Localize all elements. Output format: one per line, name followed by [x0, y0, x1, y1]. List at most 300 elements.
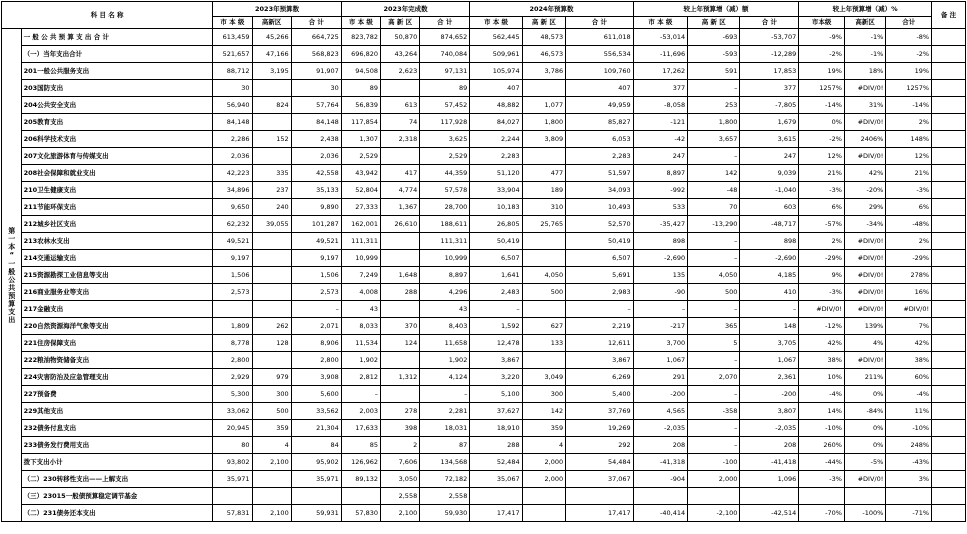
table-cell: 59,931: [291, 505, 341, 522]
table-cell: 1,648: [381, 267, 420, 284]
table-cell: 139%: [844, 318, 885, 335]
table-cell: 94,508: [341, 63, 380, 80]
row-label: 222粮油物资储备支出: [21, 352, 213, 369]
table-cell: 4,774: [381, 182, 420, 199]
table-cell: 533: [633, 199, 687, 216]
table-cell: 4: [252, 437, 291, 454]
row-label: 221住房保障支出: [21, 335, 213, 352]
table-row: [2, 437, 966, 454]
table-cell: 37,627: [470, 403, 522, 420]
table-cell: 407: [566, 80, 634, 97]
table-cell: 2,812: [341, 369, 380, 386]
table-cell: 38%: [799, 352, 845, 369]
table-cell: 105,974: [470, 63, 522, 80]
table-cell: -1,040: [740, 182, 799, 199]
table-cell: 7,249: [341, 267, 380, 284]
table-cell: 2,000: [522, 454, 566, 471]
table-cell: 2,281: [420, 403, 470, 420]
table-cell: 410: [740, 284, 799, 301]
table-cell: 152: [252, 131, 291, 148]
table-row: [2, 97, 966, 114]
table-cell: 1,800: [522, 114, 566, 131]
table-cell: -992: [633, 182, 687, 199]
table-cell: 3,625: [420, 131, 470, 148]
table-cell: -2%: [799, 46, 845, 63]
table-row: [2, 488, 966, 505]
table-cell: 33,904: [470, 182, 522, 199]
table-cell: 17,417: [566, 505, 634, 522]
table-cell: 39,055: [252, 216, 291, 233]
group-header-actual-2023: 2023年完成数: [341, 2, 470, 17]
table-cell: 4,565: [633, 403, 687, 420]
table-cell: -3%: [799, 284, 845, 301]
table-cell: 2,244: [470, 131, 522, 148]
table-cell: 2,483: [470, 284, 522, 301]
table-cell: 824: [252, 97, 291, 114]
table-cell: 823,782: [341, 29, 380, 46]
table-cell: 45,266: [252, 29, 291, 46]
subject-header: 科 目 名 称: [2, 2, 213, 29]
table-cell: 189: [522, 182, 566, 199]
table-cell: -43%: [886, 454, 932, 471]
remark-cell: [932, 216, 966, 233]
table-cell: 50,419: [566, 233, 634, 250]
table-cell: –: [688, 250, 740, 267]
table-cell: 4,185: [740, 267, 799, 284]
sub-header: 合计: [886, 17, 932, 29]
table-cell: -8%: [886, 29, 932, 46]
row-label: 211节能环保支出: [21, 199, 213, 216]
row-label: 224灾害防治及应急管理支出: [21, 369, 213, 386]
table-cell: 611,018: [566, 29, 634, 46]
table-cell: -41,418: [740, 454, 799, 471]
table-cell: [252, 80, 291, 97]
table-cell: 278%: [886, 267, 932, 284]
table-cell: 500: [252, 403, 291, 420]
table-cell: [522, 80, 566, 97]
table-cell: -2,690: [740, 250, 799, 267]
table-cell: -4%: [886, 386, 932, 403]
table-cell: 35,067: [470, 471, 522, 488]
remark-cell: [932, 471, 966, 488]
table-cell: [213, 301, 252, 318]
sub-header: 市 本 级: [341, 17, 380, 29]
row-label: 204公共安全支出: [21, 97, 213, 114]
table-cell: -48%: [886, 216, 932, 233]
table-cell: 12%: [799, 148, 845, 165]
table-cell: 72,182: [420, 471, 470, 488]
table-cell: 9%: [799, 267, 845, 284]
table-cell: 17,262: [633, 63, 687, 80]
table-cell: -14%: [799, 97, 845, 114]
table-cell: 377: [633, 80, 687, 97]
table-cell: –: [688, 80, 740, 97]
table-cell: 208: [633, 437, 687, 454]
table-cell: -13,290: [688, 216, 740, 233]
table-cell: 211%: [844, 369, 885, 386]
table-cell: [213, 488, 252, 505]
table-cell: 34,093: [566, 182, 634, 199]
table-cell: 84,027: [470, 114, 522, 131]
table-cell: 288: [470, 437, 522, 454]
row-label: 232债务付息支出: [21, 420, 213, 437]
table-cell: 2406%: [844, 131, 885, 148]
row-label: 214交通运输支出: [21, 250, 213, 267]
table-cell: -1%: [844, 46, 885, 63]
table-cell: -35,427: [633, 216, 687, 233]
table-cell: 57,452: [420, 97, 470, 114]
table-cell: 25,765: [522, 216, 566, 233]
sub-header: 市 本 级: [470, 17, 522, 29]
sub-header: 高 新 区: [688, 17, 740, 29]
table-cell: 5,300: [213, 386, 252, 403]
table-cell: 237: [252, 182, 291, 199]
table-cell: 253: [688, 97, 740, 114]
table-cell: 9,890: [291, 199, 341, 216]
table-cell: 4,008: [341, 284, 380, 301]
table-cell: 696,820: [341, 46, 380, 63]
table-cell: 1,902: [341, 352, 380, 369]
table-cell: –: [566, 301, 634, 318]
table-cell: 2,361: [740, 369, 799, 386]
table-cell: #DIV/0!: [799, 301, 845, 318]
table-cell: 1,506: [291, 267, 341, 284]
table-cell: 18%: [844, 63, 885, 80]
table-cell: 84,148: [213, 114, 252, 131]
remark-cell: [932, 284, 966, 301]
table-cell: [470, 488, 522, 505]
table-cell: 29%: [844, 199, 885, 216]
table-cell: 1,096: [740, 471, 799, 488]
table-cell: 2,573: [213, 284, 252, 301]
table-cell: -11,696: [633, 46, 687, 63]
table-cell: -4%: [799, 386, 845, 403]
group-header-change-percent: 较上年预算增（减）%: [799, 2, 932, 17]
table-cell: 35,971: [213, 471, 252, 488]
table-cell: 8,403: [420, 318, 470, 335]
remark-cell: [932, 420, 966, 437]
table-cell: 500: [688, 284, 740, 301]
table-row: [2, 403, 966, 420]
table-cell: 2,283: [470, 148, 522, 165]
table-cell: 17,417: [470, 505, 522, 522]
remark-cell: [932, 29, 966, 46]
table-cell: 42%: [799, 335, 845, 352]
table-cell: 17,633: [341, 420, 380, 437]
group-header-budget-2024: 2024年预算数: [470, 2, 633, 17]
table-cell: 19%: [799, 63, 845, 80]
table-cell: 43,942: [341, 165, 380, 182]
table-cell: -217: [633, 318, 687, 335]
table-cell: -34%: [844, 216, 885, 233]
table-cell: -2,035: [633, 420, 687, 437]
table-cell: -84%: [844, 403, 885, 420]
table-cell: 48,573: [522, 29, 566, 46]
remark-cell: [932, 46, 966, 63]
table-cell: 2,800: [213, 352, 252, 369]
table-row: [2, 216, 966, 233]
table-cell: 0%: [844, 386, 885, 403]
table-cell: -2%: [886, 46, 932, 63]
table-cell: 1257%: [886, 80, 932, 97]
table-cell: 2,000: [522, 471, 566, 488]
table-cell: 8,033: [341, 318, 380, 335]
table-cell: -8,058: [633, 97, 687, 114]
table-cell: [252, 488, 291, 505]
table-cell: #DIV/0!: [844, 80, 885, 97]
row-label: （二）230转移性支出——上解支出: [21, 471, 213, 488]
table-cell: 26,610: [381, 216, 420, 233]
table-cell: 49,521: [291, 233, 341, 250]
table-cell: 568,823: [291, 46, 341, 63]
table-cell: 1,641: [470, 267, 522, 284]
table-row: [2, 505, 966, 522]
table-cell: 288: [381, 284, 420, 301]
row-label: 205教育支出: [21, 114, 213, 131]
table-cell: [522, 301, 566, 318]
remark-cell: [932, 250, 966, 267]
table-cell: 43: [341, 301, 380, 318]
table-cell: 117,928: [420, 114, 470, 131]
table-cell: [381, 352, 420, 369]
table-cell: #DIV/0!: [844, 148, 885, 165]
table-cell: -904: [633, 471, 687, 488]
table-cell: 35,133: [291, 182, 341, 199]
row-label: 215资源勘探工业信息等支出: [21, 267, 213, 284]
table-cell: –: [740, 301, 799, 318]
table-cell: 7%: [886, 318, 932, 335]
table-cell: 417: [381, 165, 420, 182]
table-cell: 60%: [886, 369, 932, 386]
table-cell: 1,077: [522, 97, 566, 114]
table-cell: 1,902: [420, 352, 470, 369]
row-label: 208社会保障和就业支出: [21, 165, 213, 182]
table-cell: 2,573: [291, 284, 341, 301]
table-cell: 89: [420, 80, 470, 97]
table-cell: 1,592: [470, 318, 522, 335]
sub-header: 高 新 区: [381, 17, 420, 29]
sub-header: 市本级: [799, 17, 845, 29]
remark-cell: [932, 335, 966, 352]
table-cell: [252, 114, 291, 131]
table-row: [2, 46, 966, 63]
table-cell: 10,999: [420, 250, 470, 267]
table-cell: 10,999: [341, 250, 380, 267]
row-label: 229其他支出: [21, 403, 213, 420]
table-cell: 10%: [799, 369, 845, 386]
table-cell: 21%: [886, 165, 932, 182]
table-cell: 6,507: [566, 250, 634, 267]
table-cell: [381, 386, 420, 403]
table-cell: 46,573: [522, 46, 566, 63]
category-label: 第一本“一般公共预算支出: [2, 29, 22, 522]
table-cell: 80: [213, 437, 252, 454]
table-cell: 133: [522, 335, 566, 352]
table-cell: 57,578: [420, 182, 470, 199]
table-cell: #DIV/0!: [844, 284, 885, 301]
table-row: [2, 63, 966, 80]
row-label: 213农林水支出: [21, 233, 213, 250]
table-cell: 3,786: [522, 63, 566, 80]
remark-cell: [932, 233, 966, 250]
table-cell: 9,197: [213, 250, 252, 267]
group-header-change-amount: 较上年预算增（减）额: [633, 2, 799, 17]
table-cell: [381, 233, 420, 250]
table-cell: 3,700: [633, 335, 687, 352]
table-cell: -100: [688, 454, 740, 471]
table-cell: [252, 352, 291, 369]
remark-cell: [932, 403, 966, 420]
row-label: 216商业服务业等支出: [21, 284, 213, 301]
table-cell: 1,307: [341, 131, 380, 148]
table-cell: -70%: [799, 505, 845, 522]
table-cell: [633, 488, 687, 505]
table-cell: -2,100: [688, 505, 740, 522]
row-label: 201一般公共服务支出: [21, 63, 213, 80]
table-cell: -100%: [844, 505, 885, 522]
table-cell: 0%: [799, 114, 845, 131]
table-cell: 51,120: [470, 165, 522, 182]
table-cell: -42: [633, 131, 687, 148]
table-cell: 5,400: [566, 386, 634, 403]
table-cell: [522, 233, 566, 250]
table-cell: 1,679: [740, 114, 799, 131]
table-row: [2, 471, 966, 488]
table-cell: 5: [688, 335, 740, 352]
table-cell: -5%: [844, 454, 885, 471]
table-cell: -29%: [799, 250, 845, 267]
table-cell: -358: [688, 403, 740, 420]
table-cell: 10,493: [566, 199, 634, 216]
table-cell: 142: [688, 165, 740, 182]
table-cell: 4,050: [522, 267, 566, 284]
table-row: [2, 165, 966, 182]
table-cell: 30: [291, 80, 341, 97]
table-row: [2, 250, 966, 267]
table-cell: #DIV/0!: [844, 471, 885, 488]
table-cell: 2,558: [420, 488, 470, 505]
table-cell: 613,459: [213, 29, 252, 46]
table-cell: 84: [291, 437, 341, 454]
table-cell: 12,478: [470, 335, 522, 352]
table-cell: 2%: [799, 233, 845, 250]
table-cell: 3,867: [566, 352, 634, 369]
table-cell: 142: [522, 403, 566, 420]
table-cell: -12,289: [740, 46, 799, 63]
row-label: 210卫生健康支出: [21, 182, 213, 199]
table-cell: [252, 233, 291, 250]
table-cell: 291: [633, 369, 687, 386]
table-cell: 5,691: [566, 267, 634, 284]
table-cell: -48: [688, 182, 740, 199]
table-cell: 398: [381, 420, 420, 437]
table-cell: 3,705: [740, 335, 799, 352]
remark-cell: [932, 97, 966, 114]
table-cell: 19%: [886, 63, 932, 80]
row-label: 220自然资源海洋气象等支出: [21, 318, 213, 335]
table-cell: -20%: [844, 182, 885, 199]
table-cell: 3%: [886, 471, 932, 488]
table-cell: 88,712: [213, 63, 252, 80]
table-cell: 52,484: [470, 454, 522, 471]
table-cell: 4,124: [420, 369, 470, 386]
table-cell: 188,611: [420, 216, 470, 233]
table-cell: 8,778: [213, 335, 252, 352]
table-cell: 26,805: [470, 216, 522, 233]
table-cell: 1257%: [799, 80, 845, 97]
sub-header: 市 本 级: [213, 17, 252, 29]
table-cell: 2,036: [213, 148, 252, 165]
table-cell: 1,809: [213, 318, 252, 335]
table-cell: [522, 352, 566, 369]
table-cell: 365: [688, 318, 740, 335]
remark-cell: [932, 386, 966, 403]
remark-cell: [932, 352, 966, 369]
table-cell: 4,296: [420, 284, 470, 301]
table-cell: -7,805: [740, 97, 799, 114]
table-cell: 740,084: [420, 46, 470, 63]
table-cell: 128: [252, 335, 291, 352]
table-cell: 3,615: [740, 131, 799, 148]
table-cell: 7,606: [381, 454, 420, 471]
row-label: 233债务发行费用支出: [21, 437, 213, 454]
table-cell: 50,419: [470, 233, 522, 250]
remark-cell: [932, 301, 966, 318]
table-cell: 12,611: [566, 335, 634, 352]
remark-cell: [932, 318, 966, 335]
table-cell: 97,131: [420, 63, 470, 80]
table-cell: 48,882: [470, 97, 522, 114]
row-label: 203国防支出: [21, 80, 213, 97]
table-cell: –: [470, 301, 522, 318]
table-cell: [522, 250, 566, 267]
table-row: [2, 29, 966, 46]
table-cell: 49,959: [566, 97, 634, 114]
table-cell: 377: [740, 80, 799, 97]
table-cell: 556,534: [566, 46, 634, 63]
table-cell: -10%: [799, 420, 845, 437]
table-cell: 2,000: [688, 471, 740, 488]
table-cell: [522, 505, 566, 522]
table-cell: 359: [522, 420, 566, 437]
table-cell: 33,062: [213, 403, 252, 420]
sub-header: 合 计: [740, 17, 799, 29]
table-cell: 3,908: [291, 369, 341, 386]
table-cell: 6,053: [566, 131, 634, 148]
table-cell: -10%: [886, 420, 932, 437]
table-cell: 38%: [886, 352, 932, 369]
table-row: [2, 369, 966, 386]
table-cell: 62,232: [213, 216, 252, 233]
table-cell: 91,907: [291, 63, 341, 80]
table-cell: 8,906: [291, 335, 341, 352]
table-cell: #DIV/0!: [844, 250, 885, 267]
table-cell: 3,049: [522, 369, 566, 386]
table-cell: 20,945: [213, 420, 252, 437]
table-cell: [252, 301, 291, 318]
table-cell: 3,220: [470, 369, 522, 386]
table-cell: 2,100: [381, 505, 420, 522]
row-label: 212城乡社区支出: [21, 216, 213, 233]
table-row: [2, 284, 966, 301]
table-cell: 34,896: [213, 182, 252, 199]
table-cell: 95,902: [291, 454, 341, 471]
table-cell: 52,804: [341, 182, 380, 199]
table-cell: 1,506: [213, 267, 252, 284]
table-cell: 12%: [886, 148, 932, 165]
table-cell: 43,264: [381, 46, 420, 63]
table-cell: [291, 488, 341, 505]
